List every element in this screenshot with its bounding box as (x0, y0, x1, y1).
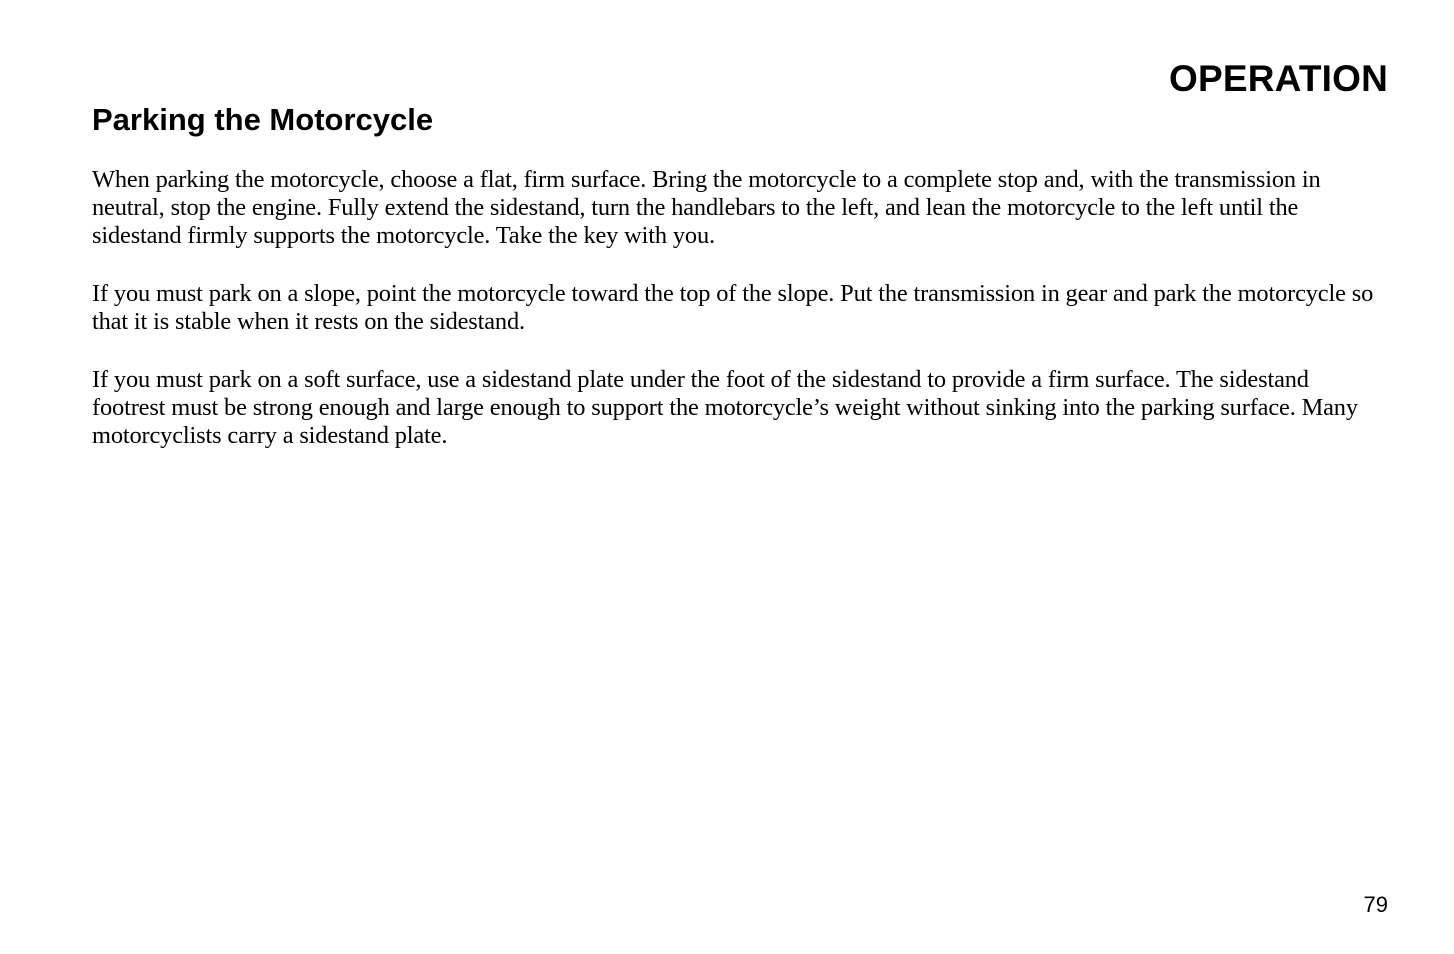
page-title: Parking the Motorcycle (92, 102, 434, 137)
section-header: OPERATION (1168, 58, 1388, 99)
paragraph-slope: If you must park on a slope, point the motorcycle toward the top of the slope. Put the transmission in gear and park the motorcycle so that it is stable when it rests on the sidestand. (92, 280, 1374, 335)
page-number: 79 (1363, 892, 1388, 917)
paragraph-flat-surface: When parking the motorcycle, choose a flat, firm surface. Bring the motorcycle to a complete stop and, with the transmission in neutral, stop the engine. Fully extend the sidestand, turn the handlebars to the left, and lean the motorcycle to the left until the sidestand firmly supports the motorcycle. Take the key with you. (92, 166, 1321, 249)
paragraph-soft-surface: If you must park on a soft surface, use a sidestand plate under the foot of the sidestand to provide a firm surface. The sidestand footrest must be strong enough and large enough to support the motorcycle’s weight without sinking into the parking surface. Many motorcyclists carry a sidestand plate. (92, 366, 1358, 449)
body-text (92, 166, 1388, 480)
